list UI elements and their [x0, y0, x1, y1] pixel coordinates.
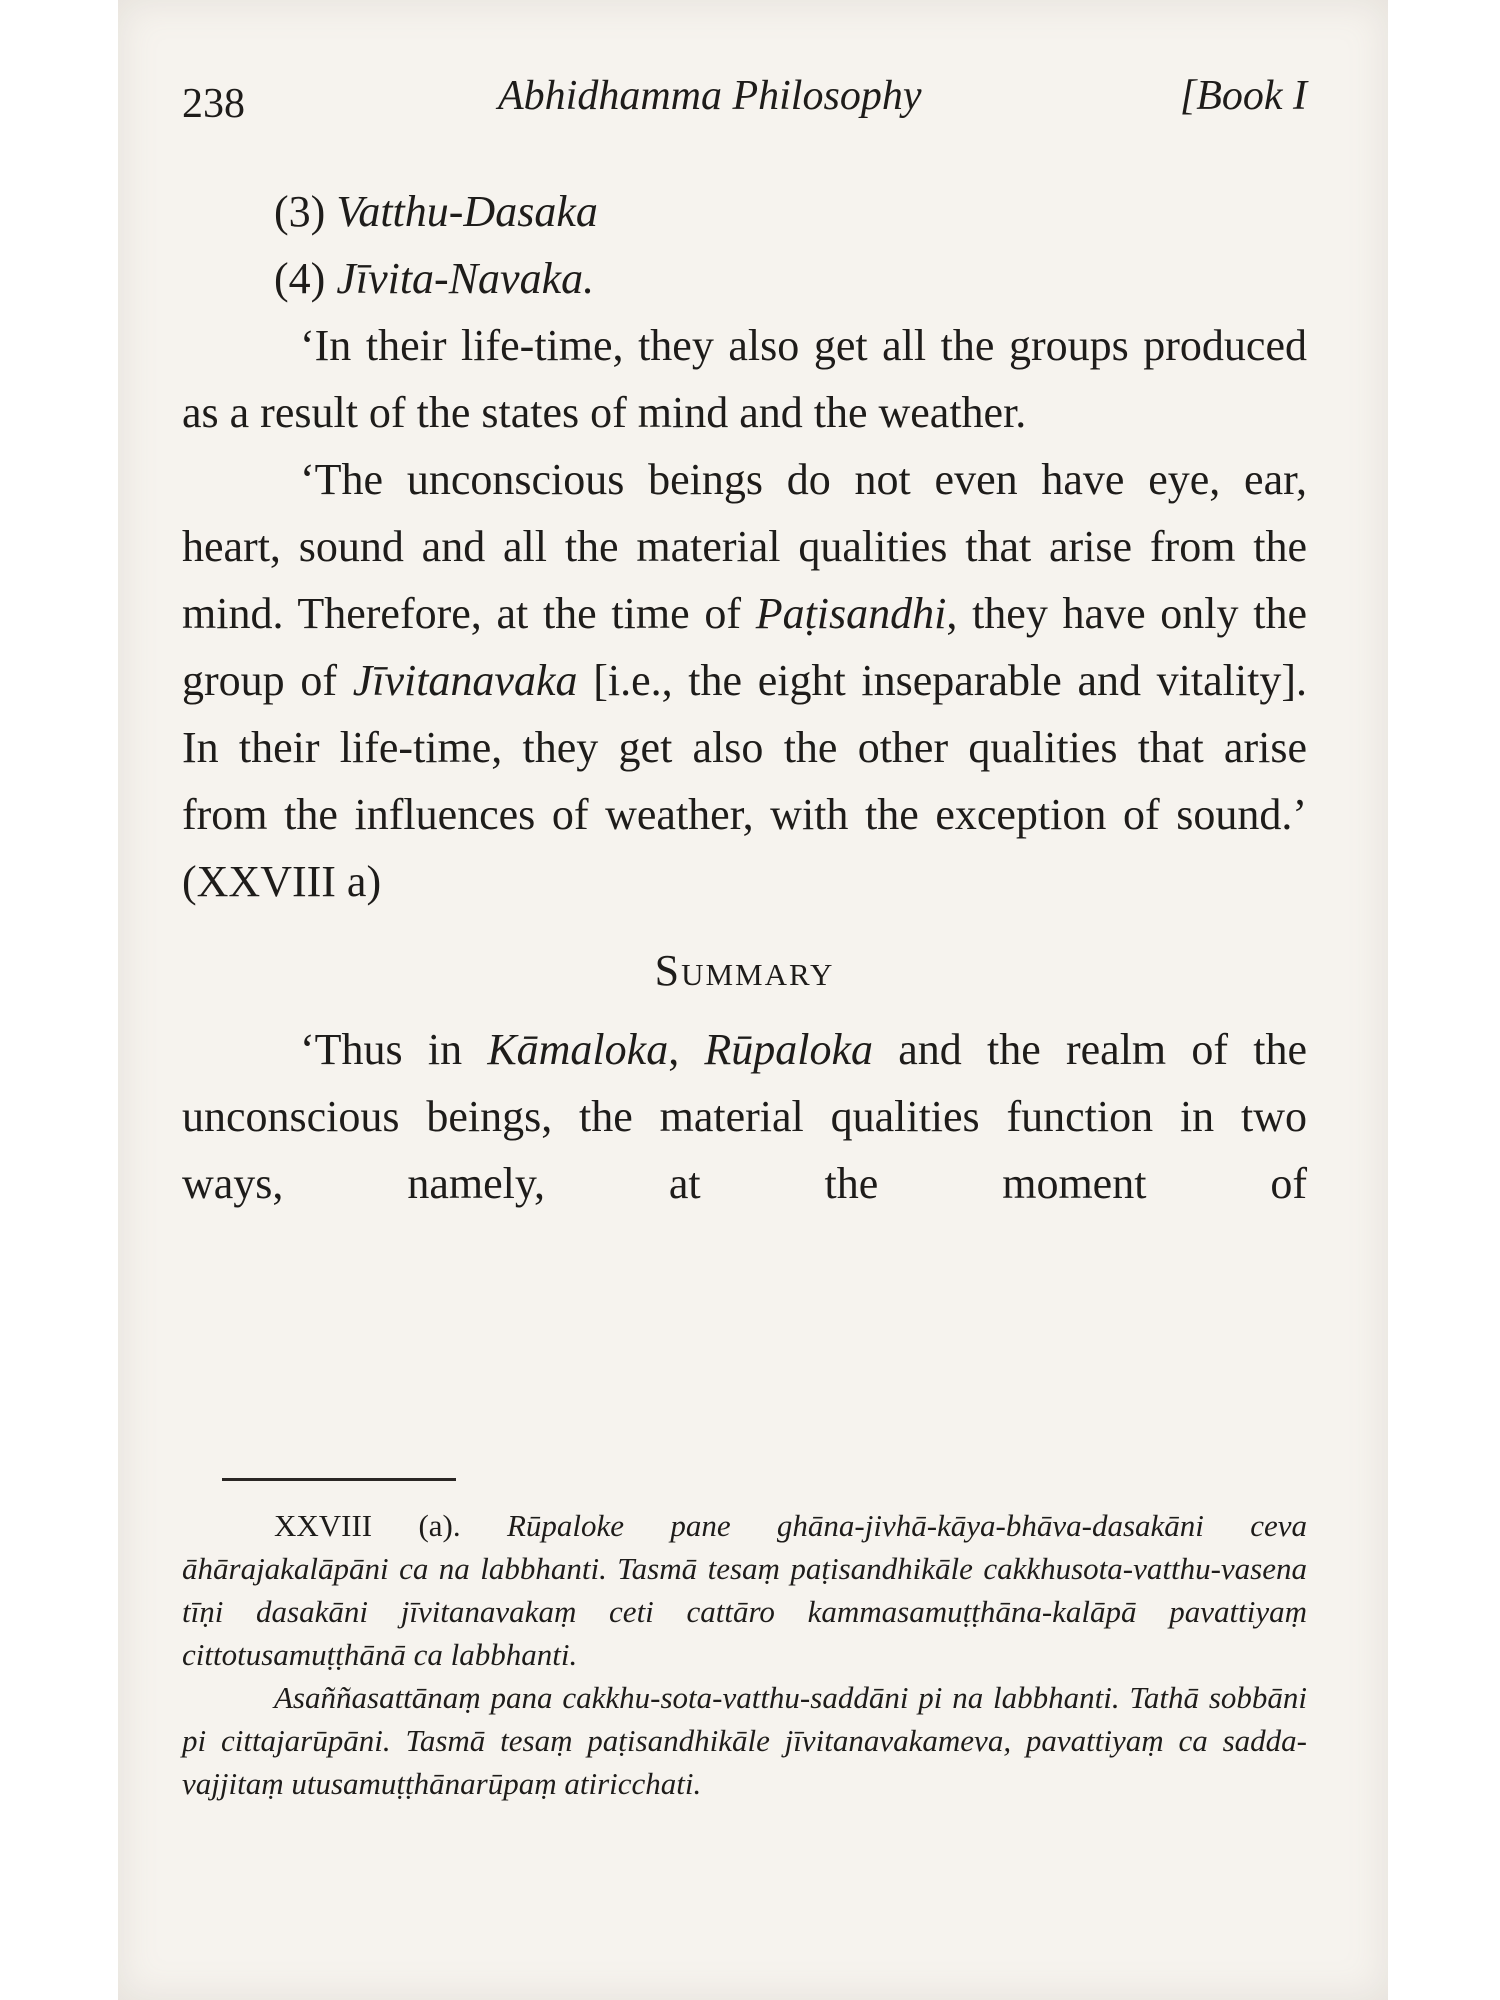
- text-run: [i.e., the eight inseparable and vitality]. In their life-time, they get also the other qualities that arise from the influences of weather, with the exception of sound.’ (XXVIII a): [182, 656, 1307, 906]
- page-number: 238: [182, 81, 245, 127]
- paragraph-summary: [182, 1016, 1307, 1217]
- list-term: Jīvita-Navaka.: [336, 254, 595, 303]
- term-rupaloka: Rūpaloka: [704, 1025, 874, 1074]
- footnote-text: Asaññasattānaṃ pana cakkhu-sota-vatthu-saddāni pi na labbhanti. Tathā sobbāni pi cittajarūpāni. Tasmā tesaṃ paṭisandhikāle jīvitanavakameva, pavattiyaṃ ca sadda-vajjitaṃ utusamuṭṭhānarūpaṃ atiricchati.: [182, 1680, 1307, 1801]
- text-run: and the realm of the unconscious beings, the material qualities function in two ways, namely, at the moment of: [182, 1025, 1307, 1208]
- book-reference: [Book I: [1179, 73, 1307, 119]
- paragraph-life-time: ‘In their life-time, they also get all the groups produced as a result of the states of mind and the weather.: [182, 321, 1307, 437]
- list-item: [182, 178, 1307, 245]
- list-item: [182, 245, 1307, 312]
- text-run: ‘The unconscious beings do not even have eye, ear, heart, sound and all the material qualities that arise from the mind. Therefore, at the time of: [182, 455, 1307, 638]
- section-heading: Summary: [654, 946, 835, 995]
- footnote-paragraph: [182, 1504, 1307, 1676]
- list-number: (4): [274, 254, 326, 303]
- term-kamaloka: Kāmaloka: [487, 1025, 669, 1074]
- list-term: Vatthu-Dasaka: [336, 187, 598, 236]
- footnote-paragraph: [182, 1676, 1307, 1805]
- text-run: ‘Thus in: [300, 1025, 488, 1074]
- term-jivitanavaka: Jīvitanavaka: [352, 656, 578, 705]
- text-run: , they have only the group of: [182, 589, 1307, 705]
- text-run: ,: [668, 1025, 705, 1074]
- list-number: (3): [274, 187, 326, 236]
- running-head: [182, 72, 1307, 132]
- running-title: Abhidhamma Philosophy: [498, 73, 922, 119]
- body-text: [182, 178, 1307, 1217]
- footnotes: [182, 1504, 1307, 1805]
- footnote-divider: [222, 1478, 456, 1481]
- footnote-label: XXVIII (a).: [274, 1508, 461, 1543]
- footnote-text: Rūpaloke pane ghāna-jivhā-kāya-bhāva-dasakāni ceva āhārajakalāpāni ca na labbhanti. Tasmā tesaṃ paṭisandhikāle cakkhusota-vatthu-vasena tīṇi dasakāni jīvitanavakaṃ ceti cattāro kammasamuṭṭhāna-kalāpā pavattiyaṃ cittotusamuṭṭhānā ca labbhanti.: [182, 1508, 1307, 1672]
- term-patisandhi: Paṭisandhi: [755, 589, 947, 638]
- paragraph-unconscious-beings: [182, 446, 1307, 915]
